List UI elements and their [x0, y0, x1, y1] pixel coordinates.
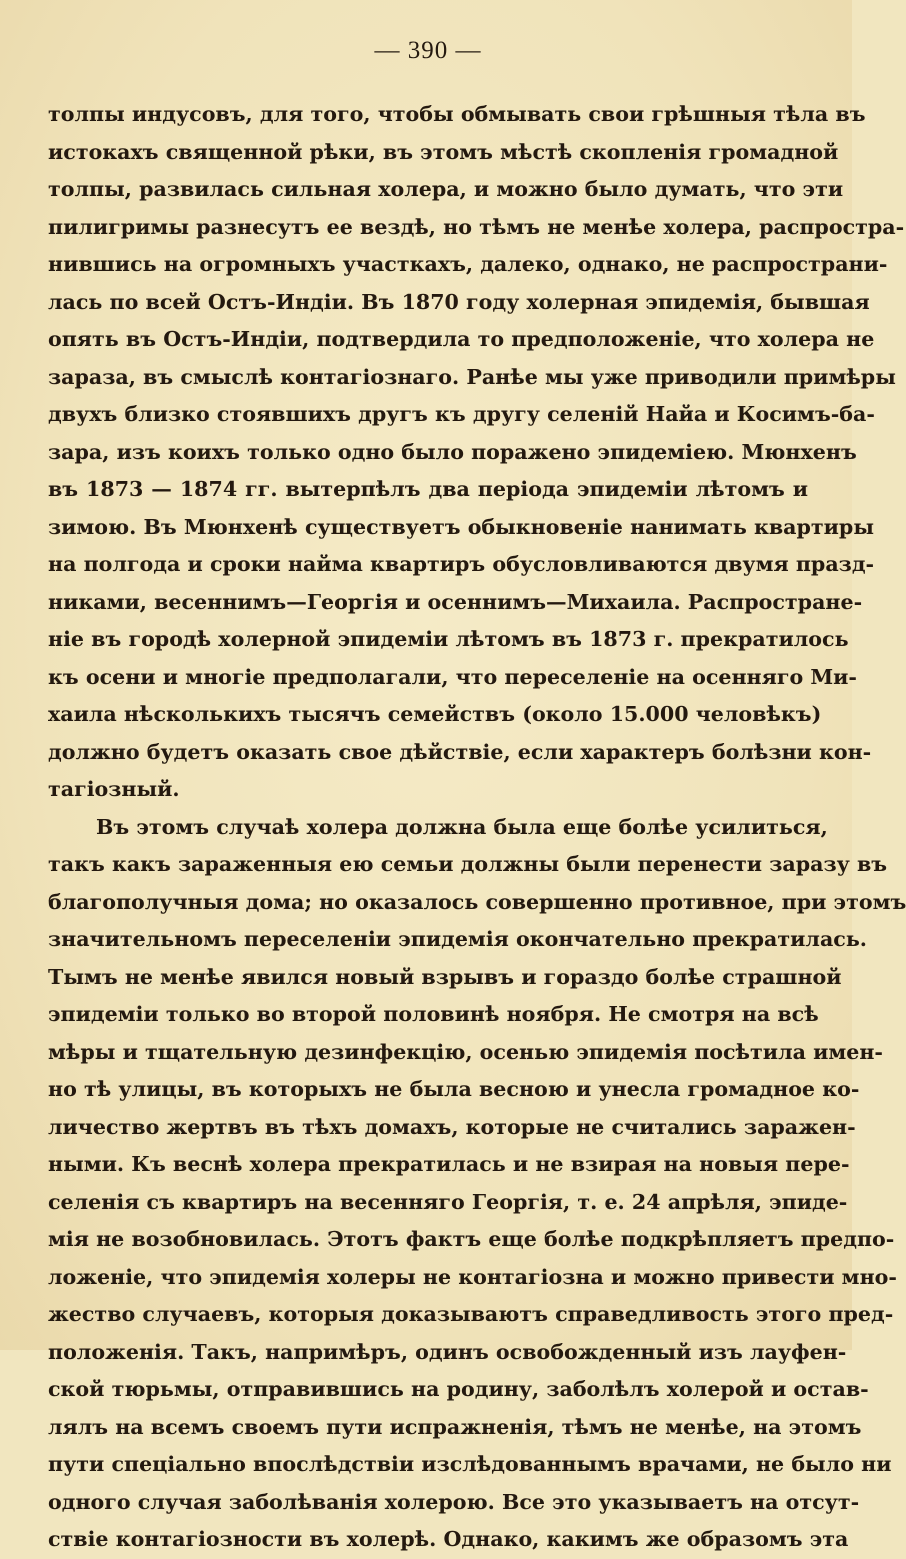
text-line: хаила нѣсколькихъ тысячъ семействъ (около 15.000 человѣкъ): [48, 702, 822, 726]
text-line: ніе въ городѣ холерной эпидеміи лѣтомъ въ 1873 г. прекратилось: [48, 627, 849, 651]
text-line: нившись на огромныхъ участкахъ, далеко, однако, не распространи-: [48, 252, 888, 276]
text-line: ными. Къ веснѣ холера прекратилась и не взирая на новыя пере-: [48, 1152, 850, 1176]
text-line: лялъ на всемъ своемъ пути испражненія, тѣмъ не менѣе, на этомъ: [48, 1414, 862, 1439]
text-line: должно будетъ оказать свое дѣйствіе, если характеръ болѣзни кон-: [48, 739, 872, 764]
text-line: пути спеціально впослѣдствіи изслѣдованнымъ врачами, не было ни: [48, 1452, 892, 1476]
text-line: зараза, въ смыслѣ контагіознаго. Ранѣе мы уже приводили примѣры: [48, 364, 896, 389]
text-line: Тымъ не менѣе явился новый взрывъ и гораздо болѣе страшной: [48, 964, 842, 989]
text-line: ской тюрьмы, отправившись на родину, заболѣлъ холерой и остав-: [48, 1377, 869, 1401]
text-line: истокахъ священной рѣки, въ этомъ мѣстѣ скопленія громадной: [48, 139, 839, 164]
text-line: такъ какъ зараженныя ею семьи должны были перенести заразу въ: [48, 852, 888, 876]
text-line: положенія. Такъ, напримѣръ, одинъ освобожденный изъ лауфен-: [48, 1339, 847, 1364]
text-line: мія не возобновилась. Этотъ фактъ еще болѣе подкрѣпляетъ предпо-: [48, 1227, 895, 1251]
text-line: къ осени и многіе предполагали, что переселеніе на осенняго Ми-: [48, 664, 857, 689]
text-line: зара, изъ коихъ только одно было поражено эпидеміею. Мюнхенъ: [48, 439, 857, 464]
text-line: никами, весеннимъ—Георгія и осеннимъ—Михаила. Распростране-: [48, 589, 863, 614]
text-line: благополучныя дома; но оказалось совершенно противное, при этомъ: [48, 889, 906, 914]
text-line: одного случая заболѣванія холерою. Все это указываетъ на отсут-: [48, 1489, 860, 1514]
text-line: опять въ Остъ-Индіи, подтвердила то предположеніе, что холера не: [48, 327, 875, 351]
text-line: значительномъ переселеніи эпидемія окончательно прекратилась.: [48, 927, 867, 951]
text-line: ложеніе, что эпидемія холеры не контагіозна и можно привести мно-: [48, 1264, 897, 1289]
text-line: пилигримы разнесутъ ее вездѣ, но тѣмъ не менѣе холера, распростра-: [48, 214, 905, 239]
text-line: Въ этомъ случаѣ холера должна была еще болѣе усилиться,: [96, 814, 828, 839]
text-line: тагіозный.: [48, 777, 180, 801]
text-line: на полгода и сроки найма квартиръ обусловливаются двумя празд-: [48, 552, 875, 576]
text-line: личество жертвъ въ тѣхъ домахъ, которые не считались заражен-: [48, 1114, 856, 1139]
text-line: эпидеміи только во второй половинѣ ноября. Не смотря на всѣ: [48, 1002, 819, 1026]
text-line: селенія съ квартиръ на весенняго Георгія, т. е. 24 апрѣля, эпиде-: [48, 1189, 848, 1214]
text-line: въ 1873 — 1874 гг. вытерпѣлъ два періода эпидеміи лѣтомъ и: [48, 477, 808, 501]
text-line: ствіе контагіозности въ холерѣ. Однако, какимъ же образомъ эта: [48, 1527, 849, 1551]
page-body-text: [48, 96, 906, 1559]
text-line: лась по всей Остъ-Индіи. Въ 1870 году холерная эпидемія, бывшая: [48, 289, 870, 314]
paragraph: [48, 809, 906, 1559]
text-line: но тѣ улицы, въ которыхъ не была весною и унесла громадное ко-: [48, 1077, 860, 1101]
text-line: толпы, развилась сильная холера, и можно было думать, что эти: [48, 177, 844, 201]
paragraph: [48, 96, 905, 809]
text-line: мѣры и тщательную дезинфекцію, осенью эпидемія посѣтила имен-: [48, 1039, 883, 1064]
text-line: жество случаевъ, которыя доказываютъ справедливость этого пред-: [48, 1302, 894, 1326]
page-number: — 390 —: [374, 37, 482, 64]
text-line: толпы индусовъ, для того, чтобы обмывать свои грѣшныя тѣла въ: [48, 102, 866, 126]
text-line: зимою. Въ Мюнхенѣ существуетъ обыкновеніе нанимать квартиры: [48, 514, 874, 539]
text-line: двухъ близко стоявшихъ другъ къ другу селеній Найа и Косимъ-ба-: [48, 402, 875, 426]
